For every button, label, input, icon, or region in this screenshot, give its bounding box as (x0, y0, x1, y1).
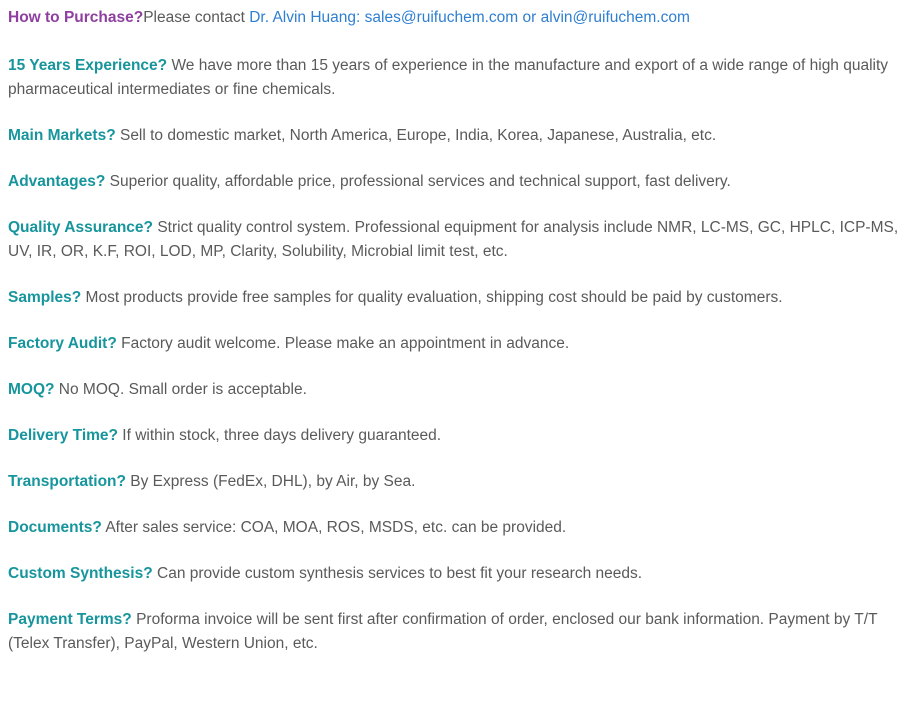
faq-question: Custom Synthesis? (8, 565, 153, 583)
faq-question: Quality Assurance? (8, 219, 154, 237)
faq-item-transportation (8, 470, 908, 494)
faq-answer: Factory audit welcome. Please make an appointment in advance. (116, 335, 570, 353)
faq-question: How to Purchase? (8, 9, 144, 26)
faq-item-15-years-experience (8, 54, 908, 102)
faq-answer-prefix: Please contact (143, 9, 250, 26)
faq-question: Factory Audit? (8, 335, 117, 353)
faq-question: Transportation? (8, 473, 126, 491)
faq-answer: No MOQ. Small order is acceptable. (54, 381, 307, 399)
faq-item-delivery-time (8, 424, 908, 448)
faq-item-advantages (8, 170, 908, 194)
faq-question: MOQ? (8, 381, 55, 399)
faq-item-how-to-purchase (8, 6, 908, 30)
faq-item-factory-audit (8, 332, 908, 356)
email-separator: or (518, 9, 541, 26)
faq-question: Advantages? (8, 173, 106, 191)
faq-answer: Most products provide free samples for quality evaluation, shipping cost should be paid by customers. (81, 289, 783, 307)
contact-person-name: Dr. Alvin Huang: (249, 9, 365, 26)
faq-item-payment-terms (8, 608, 908, 656)
faq-question: Documents? (8, 519, 102, 537)
faq-item-main-markets (8, 124, 908, 148)
faq-item-custom-synthesis (8, 562, 908, 586)
faq-item-samples (8, 286, 908, 310)
faq-question: Payment Terms? (8, 611, 132, 629)
sales-email-link[interactable]: sales@ruifuchem.com (364, 9, 519, 26)
alvin-email-link[interactable]: alvin@ruifuchem.com (540, 9, 690, 26)
faq-answer: By Express (FedEx, DHL), by Air, by Sea. (125, 473, 416, 491)
faq-question: 15 Years Experience? (8, 57, 168, 75)
faq-question: Main Markets? (8, 127, 116, 145)
faq-answer: Strict quality control system. Professional equipment for analysis include NMR, LC-MS, GC, HPLC, ICP-MS, UV, IR, OR, K.F, ROI, LOD, MP, Clarity, Solubility, Microbial limit test, etc. (8, 219, 899, 261)
faq-answer: Proforma invoice will be sent first after confirmation of order, enclosed our bank information. Payment by T/T (Telex Transfer), PayPal, Western Union, etc. (8, 611, 878, 653)
faq-answer: Can provide custom synthesis services to best fit your research needs. (152, 565, 643, 583)
faq-answer: Sell to domestic market, North America, Europe, India, Korea, Japanese, Australia, etc. (115, 127, 717, 145)
faq-answer: If within stock, three days delivery guaranteed. (118, 427, 442, 445)
faq-answer: We have more than 15 years of experience in the manufacture and export of a wide range of high quality pharmaceutical intermediates or fine chemicals. (8, 57, 889, 99)
faq-item-moq (8, 378, 908, 402)
faq-answer: After sales service: COA, MOA, ROS, MSDS, etc. can be provided. (101, 519, 567, 537)
faq-question: Samples? (8, 289, 82, 307)
faq-question: Delivery Time? (8, 427, 118, 445)
faq-item-quality-assurance (8, 216, 908, 264)
faq-answer: Superior quality, affordable price, professional services and technical support, fast delivery. (105, 173, 731, 191)
faq-item-documents (8, 516, 908, 540)
